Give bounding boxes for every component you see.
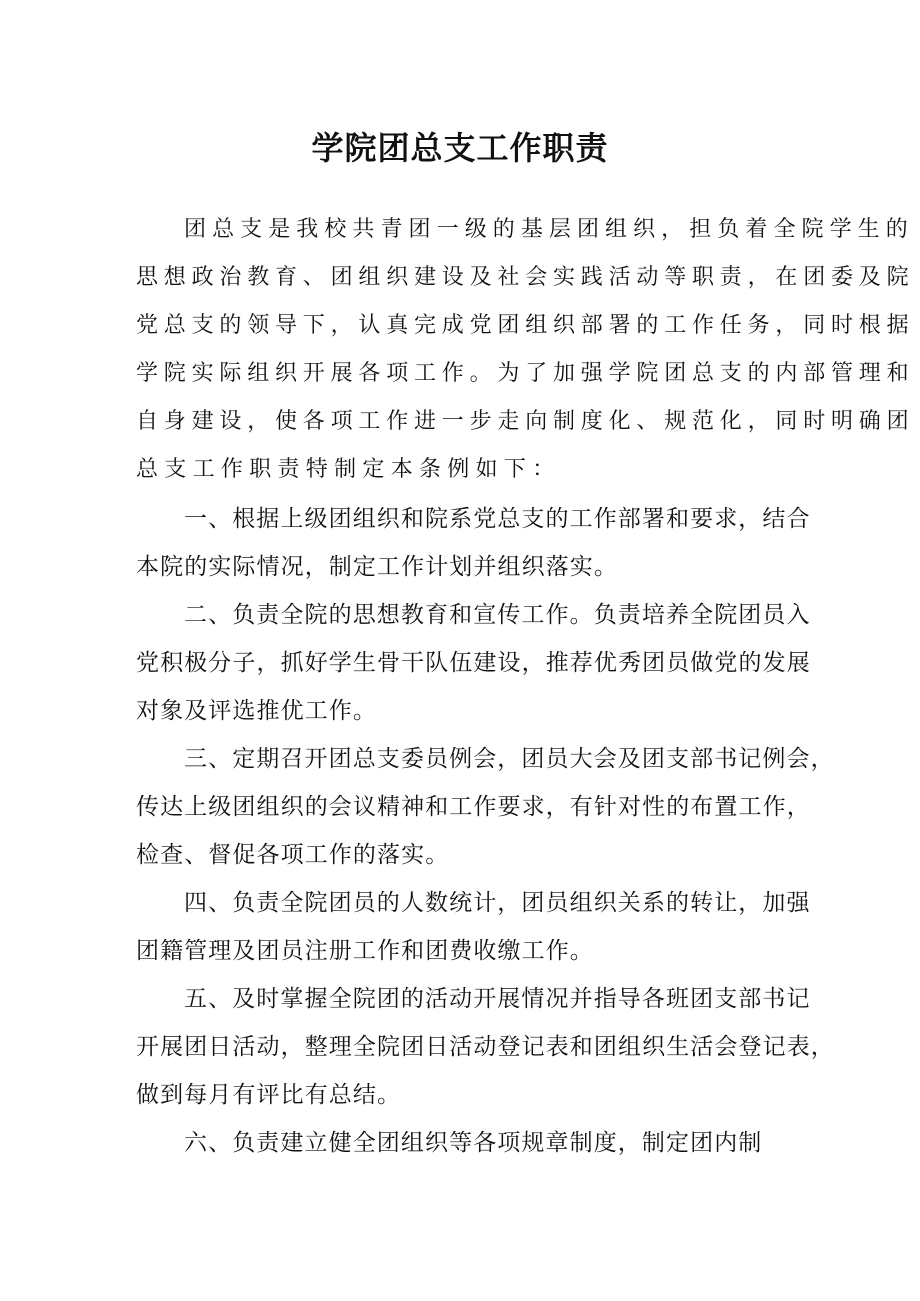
- intro-line: 总支工作职责特制定本条例如下：: [136, 457, 561, 482]
- clause-line: 一、根据上级团组织和院系党总支的工作部署和要求，结合: [184, 506, 811, 532]
- clause-line: 三、定期召开团总支委员例会，团员大会及团支部书记例会，: [184, 746, 835, 772]
- clause-line: 六、负责建立健全团组织等各项规章制度，制定团内制: [184, 1130, 763, 1156]
- clause-line: 传达上级团组织的会议精神和工作要求，有针对性的布置工作，: [136, 794, 811, 820]
- intro-line: 思想政治教育、团组织建设及社会实践活动等职责，在团委及院: [136, 265, 915, 290]
- clause-line: 开展团日活动，整理全院团日活动登记表和团组织生活会登记表，: [136, 1034, 835, 1060]
- clause-line: 本院的实际情况，制定工作计划并组织落实。: [136, 554, 618, 580]
- clause-line: 检查、督促各项工作的落实。: [136, 842, 450, 868]
- document-title: 学院团总支工作职责: [311, 129, 609, 167]
- clause-line: 党积极分子，抓好学生骨干队伍建设，推荐优秀团员做党的发展: [136, 650, 811, 676]
- clause-line: 四、负责全院团员的人数统计，团员组织关系的转让，加强: [184, 890, 811, 916]
- clause-line: 对象及评选推优工作。: [136, 698, 377, 724]
- intro-line: 党总支的领导下，认真完成党团组织部署的工作任务，同时根据: [136, 313, 915, 338]
- clause-line: 二、负责全院的思想教育和宣传工作。负责培养全院团员入: [184, 602, 811, 628]
- intro-line: 自身建设，使各项工作进一步走向制度化、规范化，同时明确团: [136, 409, 915, 434]
- clause-line: 做到每月有评比有总结。: [136, 1082, 402, 1108]
- intro-line: 学院实际组织开展各项工作。为了加强学院团总支的内部管理和: [136, 361, 915, 386]
- clause-line: 五、及时掌握全院团的活动开展情况并指导各班团支部书记: [184, 986, 811, 1012]
- clause-line: 团籍管理及团员注册工作和团费收缴工作。: [136, 938, 594, 964]
- intro-line: 团总支是我校共青团一级的基层团组织，担负着全院学生的: [184, 217, 914, 242]
